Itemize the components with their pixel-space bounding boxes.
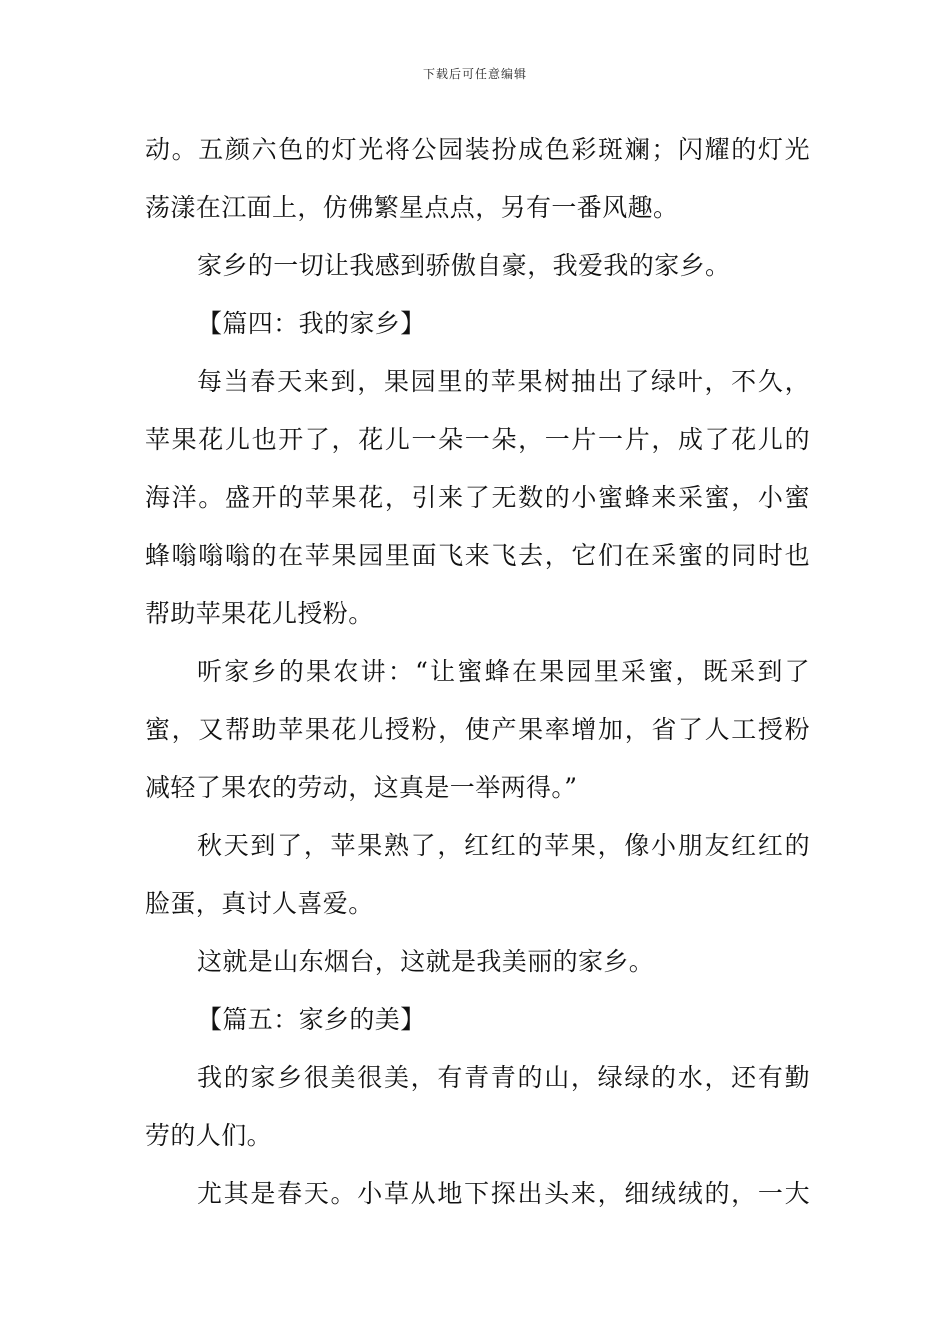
text-line: 苹果花儿也开了，花儿一朵一朵，一片一片，成了花儿的	[145, 425, 810, 454]
text-line: 帮助苹果花儿授粉。	[145, 599, 374, 628]
text-line: 减轻了果农的劳动，这真是一举两得。”	[145, 773, 578, 802]
section-heading: 【篇五：家乡的美】	[197, 1005, 426, 1034]
text-line: 秋天到了，苹果熟了，红红的苹果，像小朋友红红的	[197, 831, 810, 860]
text-line: 蜜，又帮助苹果花儿授粉，使产果率增加，省了人工授粉	[145, 715, 810, 744]
text-line: 听家乡的果农讲：“让蜜蜂在果园里采蜜，既采到了	[197, 657, 810, 686]
text-line: 每当春天来到，果园里的苹果树抽出了绿叶，不久，	[197, 367, 810, 396]
text-line: 动。五颜六色的灯光将公园装扮成色彩斑斓；闪耀的灯光	[145, 135, 810, 164]
text-line: 我的家乡很美很美，有青青的山，绿绿的水，还有勤	[197, 1063, 810, 1092]
text-line: 脸蛋，真讨人喜爱。	[145, 889, 374, 918]
text-line: 家乡的一切让我感到骄傲自豪，我爱我的家乡。	[197, 251, 731, 280]
text-line: 荡漾在江面上，仿佛繁星点点，另有一番风趣。	[145, 193, 679, 222]
text-line: 劳的人们。	[145, 1121, 273, 1150]
page-header: 下载后可任意编辑	[422, 67, 527, 81]
text-line: 这就是山东烟台，这就是我美丽的家乡。	[197, 947, 655, 976]
text-line: 蜂嗡嗡嗡的在苹果园里面飞来飞去，它们在采蜜的同时也	[145, 541, 810, 570]
text-line: 海洋。盛开的苹果花，引来了无数的小蜜蜂来采蜜，小蜜	[145, 483, 810, 512]
text-line: 尤其是春天。小草从地下探出头来，细绒绒的，一大	[197, 1179, 810, 1208]
section-heading: 【篇四：我的家乡】	[197, 309, 426, 338]
